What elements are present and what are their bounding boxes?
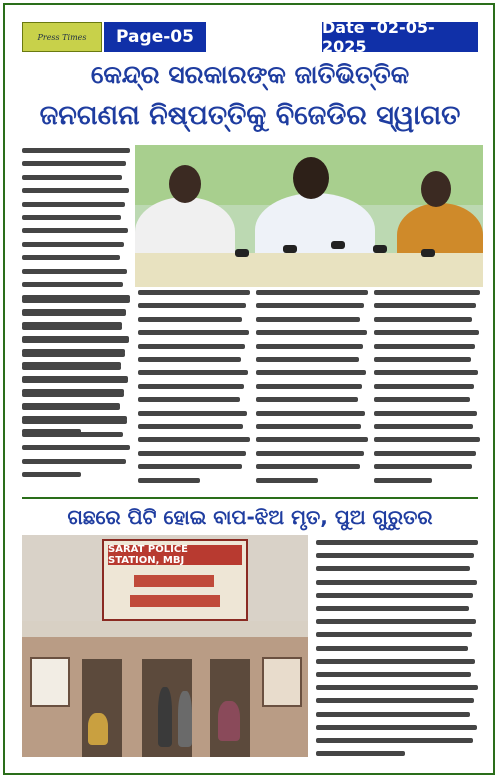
text-line xyxy=(22,365,121,370)
text-line xyxy=(316,566,470,571)
text-line xyxy=(138,464,242,469)
text-line xyxy=(22,352,125,357)
text-line xyxy=(374,303,476,308)
text-line xyxy=(22,202,125,207)
signboard-text: SARAT POLICE STATION, MBJ xyxy=(108,545,242,565)
text-line xyxy=(138,384,244,389)
police-station-photo xyxy=(22,535,308,757)
story-divider xyxy=(22,497,478,499)
text-line xyxy=(138,397,240,402)
microphone xyxy=(373,245,387,253)
text-line xyxy=(22,378,128,383)
text-line xyxy=(316,580,477,585)
text-line xyxy=(316,725,477,730)
story1-headline-line1: କେନ୍ଦ୍ର ସରକାରଙ୍କ ଜାତିଭିତ୍ତିକ xyxy=(90,60,410,89)
text-line xyxy=(22,419,127,424)
text-line xyxy=(22,405,120,410)
masthead xyxy=(22,18,478,56)
text-line xyxy=(22,432,123,437)
text-line xyxy=(22,325,122,330)
text-line xyxy=(22,148,130,153)
text-line xyxy=(256,303,364,308)
text-line xyxy=(22,338,129,343)
text-line xyxy=(316,659,475,664)
text-line xyxy=(22,392,124,397)
text-line xyxy=(316,738,473,743)
text-line xyxy=(138,290,250,295)
text-line xyxy=(256,330,367,335)
text-line xyxy=(138,437,250,442)
story1-headline-line2: ଜନଗଣନା ନିଷ୍ପତ୍ତିକୁ ବିଜେଡିର ସ୍ୱାଗତ xyxy=(39,100,461,131)
text-line xyxy=(22,269,127,274)
text-line xyxy=(22,188,129,193)
text-line xyxy=(256,397,358,402)
microphone xyxy=(331,241,345,249)
text-line xyxy=(316,606,469,611)
person xyxy=(88,713,108,745)
text-line xyxy=(374,451,476,456)
text-line xyxy=(138,411,247,416)
text-line xyxy=(256,357,359,362)
text-line xyxy=(256,384,362,389)
text-line xyxy=(374,370,478,375)
text-line xyxy=(316,540,478,545)
text-line xyxy=(374,464,472,469)
text-line xyxy=(316,685,478,690)
text-line xyxy=(22,459,126,464)
press-times-logo: Press Times xyxy=(22,22,102,52)
text-line xyxy=(374,330,479,335)
text-line xyxy=(374,478,432,483)
text-line xyxy=(138,451,246,456)
microphone xyxy=(235,249,249,257)
text-line xyxy=(22,215,121,220)
text-line xyxy=(138,303,246,308)
text-line xyxy=(256,478,318,483)
text-line xyxy=(374,290,480,295)
text-line xyxy=(138,330,249,335)
text-line xyxy=(316,632,472,637)
microphone xyxy=(421,249,435,257)
person xyxy=(178,691,192,747)
text-line xyxy=(138,370,248,375)
text-line xyxy=(256,437,368,442)
text-line xyxy=(256,424,361,429)
text-line xyxy=(316,619,476,624)
text-line xyxy=(138,357,241,362)
text-line xyxy=(22,255,120,260)
text-line xyxy=(22,472,81,477)
person xyxy=(218,701,240,741)
window xyxy=(30,657,70,707)
text-line xyxy=(22,161,126,166)
text-line xyxy=(256,344,363,349)
text-line xyxy=(316,553,474,558)
text-line xyxy=(316,698,474,703)
text-line xyxy=(316,751,405,756)
text-line xyxy=(22,282,123,287)
press-table xyxy=(135,253,483,287)
text-line xyxy=(22,298,130,303)
text-line xyxy=(138,344,245,349)
text-line xyxy=(22,242,124,247)
text-line xyxy=(22,445,130,450)
text-line xyxy=(316,712,470,717)
text-line xyxy=(256,317,360,322)
text-line xyxy=(138,424,243,429)
police-station-building xyxy=(22,621,308,757)
text-line xyxy=(256,411,365,416)
police-station-signboard xyxy=(102,539,248,621)
text-line xyxy=(374,357,471,362)
text-line xyxy=(374,424,473,429)
text-line xyxy=(256,451,364,456)
text-line xyxy=(374,344,475,349)
text-line xyxy=(256,290,368,295)
text-line xyxy=(316,593,473,598)
text-line xyxy=(374,411,477,416)
microphone xyxy=(283,245,297,253)
text-line xyxy=(138,478,200,483)
text-line xyxy=(316,672,471,677)
notice-board xyxy=(262,657,302,707)
text-line xyxy=(138,317,242,322)
story2-headline: ଗଛରେ ପିଟି ହୋଇ ବାପ-ଝିଅ ମୃତ, ପୁଅ ଗୁରୁତର xyxy=(67,505,433,529)
text-line xyxy=(22,228,128,233)
press-conference-photo xyxy=(135,145,483,287)
text-line xyxy=(374,317,472,322)
text-line xyxy=(374,384,474,389)
page-number-badge: Page-05 xyxy=(104,22,206,52)
text-line xyxy=(22,175,122,180)
date-badge: Date -02-05-2025 xyxy=(322,22,478,52)
text-line xyxy=(256,370,366,375)
text-line xyxy=(374,437,480,442)
text-line xyxy=(316,646,468,651)
text-line xyxy=(256,464,360,469)
text-line xyxy=(374,397,470,402)
text-line xyxy=(22,311,126,316)
person xyxy=(158,687,172,747)
